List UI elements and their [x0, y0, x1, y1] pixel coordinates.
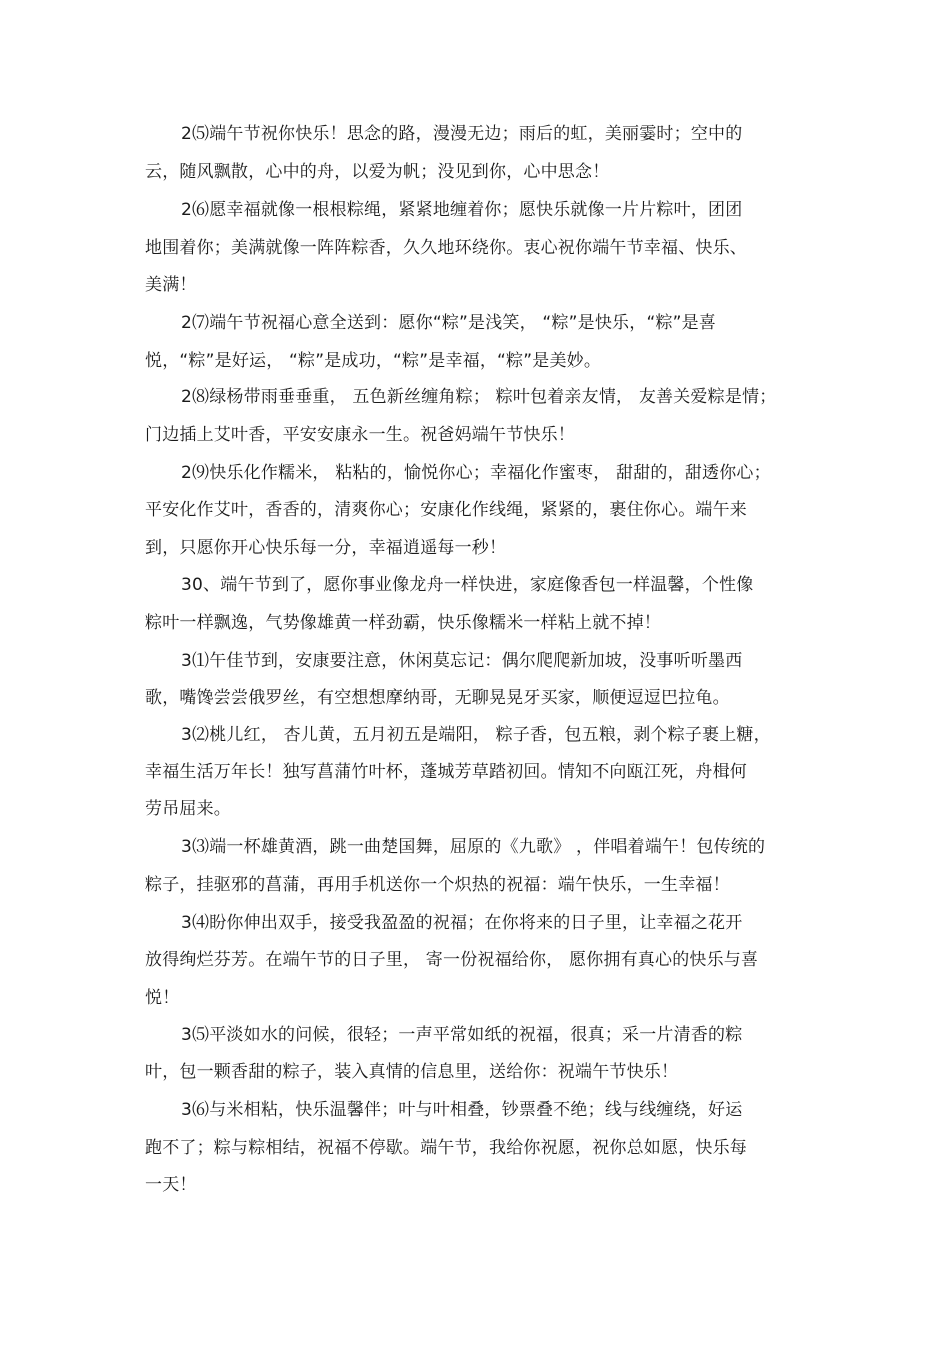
- paragraph-line: 叶，包一颗香甜的粽子，装入真情的信息里，送给你：祝端午节快乐！: [145, 1062, 679, 1082]
- paragraph-line: 2⑸端午节祝你快乐！思念的路，漫漫无边；雨后的虹，美丽霎时；空中的: [181, 124, 743, 144]
- paragraph-line: 粽子，挂驱邪的菖蒲，再用手机送你一个炽热的祝福：端午快乐，一生幸福！: [145, 875, 730, 895]
- paragraph-line: 3⑵桃儿红， 杏儿黄，五月初五是端阳， 粽子香，包五粮，剥个粽子裹上糖，: [181, 725, 771, 745]
- paragraph-line: 到，只愿你开心快乐每一分，幸福逍遥每一秒！: [145, 538, 507, 558]
- paragraph-line: 3⑷盼你伸出双手，接受我盈盈的祝福；在你将来的日子里，让幸福之花开: [181, 913, 743, 933]
- paragraph-line: 门边插上艾叶香，平安安康永一生。祝爸妈端午节快乐！: [145, 425, 575, 445]
- paragraph-line: 地围着你；美满就像一阵阵粽香，久久地环绕你。衷心祝你端午节幸福、快乐、: [145, 238, 747, 258]
- paragraph-line: 悦！: [145, 988, 180, 1008]
- paragraph-line: 2⑻绿杨带雨垂垂重， 五色新丝缠角粽； 粽叶包着亲友情， 友善关爱粽是情；: [181, 387, 777, 407]
- paragraph-line: 放得绚烂芬芳。在端午节的日子里， 寄一份祝福给你， 愿你拥有真心的快乐与喜: [145, 950, 759, 970]
- paragraph-line: 美满！: [145, 275, 197, 295]
- paragraph-line: 云，随风飘散，心中的舟，以爱为帆；没见到你，心中思念！: [145, 162, 610, 182]
- paragraph-line: 歌，嘴馋尝尝俄罗丝，有空想想摩纳哥，无聊晃晃牙买家，顺便逗逗巴拉龟。: [145, 688, 730, 708]
- paragraph-line: 3⑸平淡如水的问候，很轻；一声平常如纸的祝福，很真；采一片清香的粽: [181, 1025, 743, 1045]
- paragraph-line: 一天！: [145, 1175, 197, 1195]
- paragraph-line: 劳吊屈来。: [145, 799, 231, 819]
- paragraph-line: 悦，“粽”是好运， “粽”是成功，“粽”是幸福，“粽”是美妙。: [145, 351, 602, 371]
- paragraph-line: 2⑹愿幸福就像一根根粽绳，紧紧地缠着你；愿快乐就像一片片粽叶，团团: [181, 200, 743, 220]
- paragraph-line: 平安化作艾叶，香香的，清爽你心；安康化作线绳，紧紧的，裹住你心。端午来: [145, 500, 747, 520]
- paragraph-line: 30、端午节到了，愿你事业像龙舟一样快进，家庭像香包一样温馨，个性像: [181, 575, 754, 595]
- paragraph-line: 2⑺端午节祝福心意全送到：愿你“粽”是浅笑， “粽”是快乐，“粽”是喜: [181, 313, 717, 333]
- paragraph-line: 2⑼快乐化作糯米， 粘粘的，愉悦你心；幸福化作蜜枣， 甜甜的，甜透你心；: [181, 463, 771, 483]
- paragraph-line: 粽叶一样飘逸，气势像雄黄一样劲霸，快乐像糯米一样粘上就不掉！: [145, 613, 661, 633]
- paragraph-line: 3⑶端一杯雄黄酒，跳一曲楚国舞，屈原的《九歌》 ，伴唱着端午！包传统的: [181, 837, 766, 857]
- paragraph-line: 3⑴午佳节到，安康要注意，休闲莫忘记：偶尔爬爬新加坡，没事听听墨西: [181, 651, 743, 671]
- paragraph-line: 跑不了；粽与粽相结，祝福不停歇。端午节，我给你祝愿，祝你总如愿，快乐每: [145, 1138, 747, 1158]
- paragraph-line: 3⑹与米相粘，快乐温馨伴；叶与叶相叠，钞票叠不绝；线与线缠绕，好运: [181, 1100, 743, 1120]
- paragraph-line: 幸福生活万年长！独写菖蒲竹叶杯，蓬城芳草踏初回。情知不向瓯江死，舟楫何: [145, 762, 747, 782]
